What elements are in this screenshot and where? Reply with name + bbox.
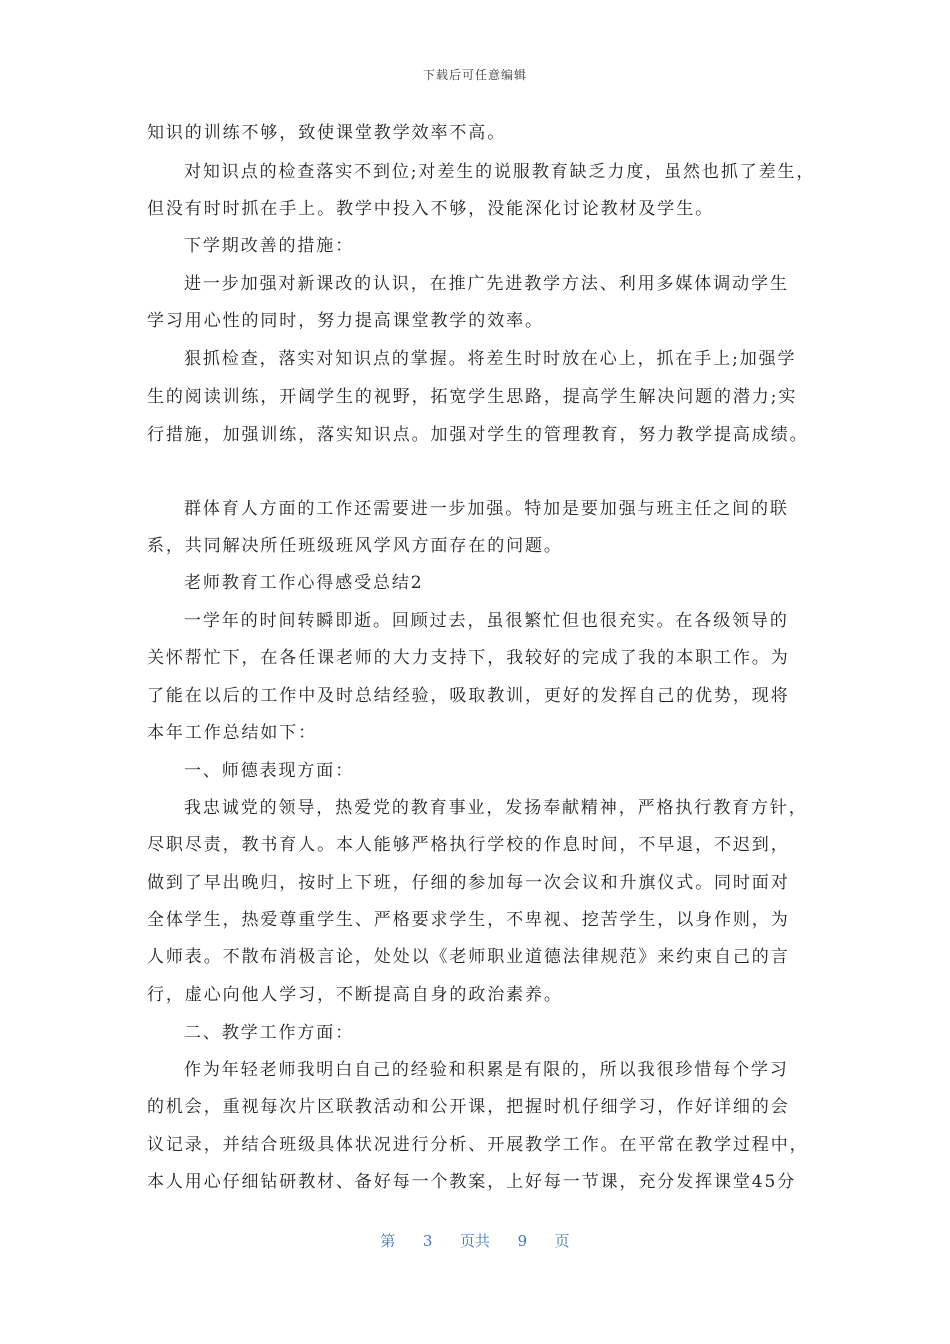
text-line: 做到了早出晚归，按时上下班，仔细的参加每一次会议和升旗仪式。同时面对 <box>147 873 790 893</box>
section-heading: 一、师德表现方面： <box>184 761 355 781</box>
section-title: 老师教育工作心得感受总结2 <box>184 573 424 593</box>
text-line: 本年工作总结如下： <box>147 723 318 743</box>
text-line: 行，虚心向他人学习，不断提高自身的政治素养。 <box>147 985 563 1005</box>
text-line: 尽职尽责，教书育人。本人能够严格执行学校的作息时间，不早退，不迟到， <box>147 835 790 855</box>
footer-middle: 页共 <box>459 1232 490 1250</box>
text-line: 一学年的时间转瞬即逝。回顾过去，虽很繁忙但也很充实。在各级领导的 <box>184 611 789 631</box>
text-line: 学习用心性的同时，努力提高课堂教学的效率。 <box>147 311 544 331</box>
text-line: 的机会，重视每次片区联教活动和公开课，把握时机仔细学习，作好详细的会 <box>147 1097 790 1117</box>
text-line: 行措施，加强训练，落实知识点。加强对学生的管理教育，努力教学提高成绩。 <box>147 425 809 445</box>
section-heading: 下学期改善的措施： <box>184 236 355 256</box>
footer-suffix: 页 <box>554 1232 570 1250</box>
text-line: 关怀帮忙下，在各任课老师的大力支持下，我较好的完成了我的本职工作。为 <box>147 648 790 668</box>
current-page-number: 3 <box>422 1232 433 1250</box>
text-line: 进一步加强对新课改的认识，在推广先进教学方法、利用多媒体调动学生 <box>184 274 789 294</box>
text-line: 对知识点的检查落实不到位;对差生的说服教育缺乏力度，虽然也抓了差生， <box>184 162 816 182</box>
text-line: 全体学生，热爱尊重学生、严格要求学生，不卑视、挖苦学生，以身作则，为 <box>147 910 790 930</box>
text-line: 本人用心仔细钻研教材、备好每一个教案，上好每一节课，充分发挥课堂45分 <box>147 1172 797 1192</box>
text-line: 系，共同解决所任班级班风学风方面存在的问题。 <box>147 536 563 556</box>
text-line: 群体育人方面的工作还需要进一步加强。特加是要加强与班主任之间的联 <box>184 499 789 519</box>
text-line: 议记录，并结合班级具体状况进行分析、开展教学工作。在平常在教学过程中， <box>147 1135 809 1155</box>
page-header: 下载后可任意编辑 <box>422 68 527 82</box>
footer-prefix: 第 <box>380 1232 396 1250</box>
text-line: 我忠诚党的领导，热爱党的教育事业，发扬奉献精神，严格执行教育方针， <box>184 798 808 818</box>
text-line: 了能在以后的工作中及时总结经验，吸取教训，更好的发挥自己的优势，现将 <box>147 686 790 706</box>
text-line: 人师表。不散布消极言论，处处以《老师职业道德法律规范》来约束自己的言 <box>147 947 790 967</box>
text-line: 生的阅读训练，开阔学生的视野，拓宽学生思路，提高学生解决问题的潜力;实 <box>147 387 798 407</box>
text-line: 作为年轻老师我明白自己的经验和积累是有限的，所以我很珍惜每个学习 <box>184 1060 789 1080</box>
section-heading: 二、教学工作方面： <box>184 1023 355 1043</box>
text-line: 知识的训练不够，致使课堂教学效率不高。 <box>147 123 507 143</box>
page-footer <box>0 1230 950 1251</box>
total-pages-number: 9 <box>517 1232 528 1250</box>
text-line: 但没有时时抓在手上。教学中投入不够，没能深化讨论教材及学生。 <box>147 199 714 219</box>
text-line: 狠抓检查，落实对知识点的掌握。将差生时时放在心上，抓在手上;加强学 <box>184 349 797 369</box>
